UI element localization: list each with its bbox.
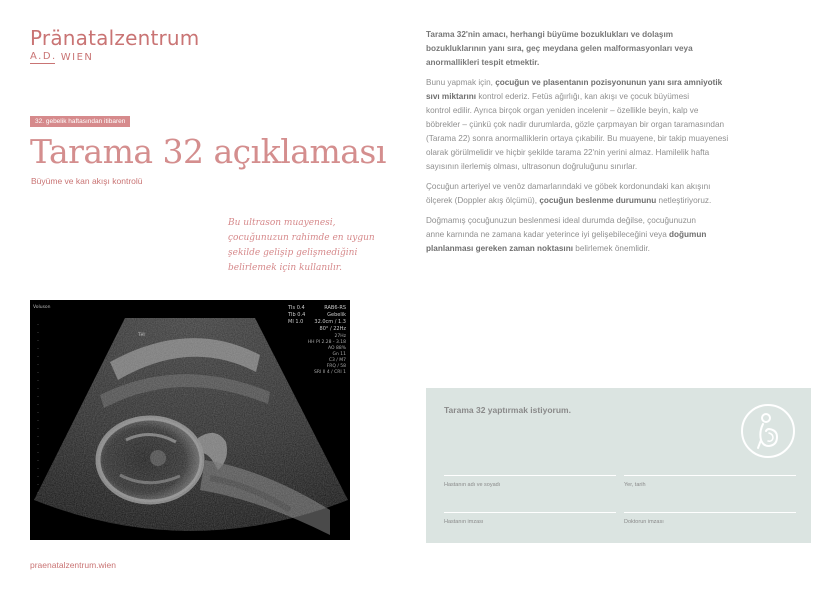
scan-param-right: RAB6-RS bbox=[324, 305, 346, 311]
quote-line: Bu ultrason muayenesi, bbox=[228, 218, 336, 228]
signature-line bbox=[624, 512, 796, 513]
text-line: bozukluklarının yanı sıra, geç meydana gelen malformasyonları veya bbox=[426, 44, 693, 53]
text-emphasis: planlanması gereken zaman noktasını bbox=[426, 244, 573, 253]
text-line: anormallikleri tespit etmektir. bbox=[426, 58, 540, 67]
week-tag-badge: 32. gebelik haftasından itibaren bbox=[30, 116, 130, 127]
pull-quote bbox=[228, 216, 388, 276]
text-line: (Tarama 22) sonra anormalliklerin ortaya çıkabilir. Bu muayene, bir takip muayenesi bbox=[426, 134, 729, 143]
paragraph-method bbox=[426, 76, 801, 174]
page-title: Tarama 32 açıklaması bbox=[30, 132, 386, 171]
text-line bbox=[426, 242, 801, 256]
text-line: kontrol edilir. Ayrıca birçok organ yeniden incelenir – özellikle beyin, kalp ve bbox=[426, 106, 699, 115]
request-form bbox=[426, 388, 811, 543]
scan-param-right: 80° / 22Hz bbox=[319, 326, 346, 332]
text-line: Doğmamış çocuğunuzun beslenmesi ideal durumda değilse, çocuğunuzun bbox=[426, 216, 696, 225]
scan-readout: Gn 11 bbox=[332, 352, 346, 357]
text-line bbox=[426, 228, 801, 242]
text-emphasis: doğumun bbox=[669, 230, 707, 239]
text-line: olarak görülmelidir ve hiçbir şekilde tarama 22'nin yerini almaz. Hamilelik hafta bbox=[426, 148, 710, 157]
pregnant-woman-icon bbox=[739, 402, 797, 460]
scan-param-left: TIs 0.4 bbox=[288, 305, 305, 311]
paragraph-purpose bbox=[426, 28, 801, 70]
brand-ad: A.D. bbox=[30, 51, 57, 62]
text-fragment: kontrol ederiz. Fetüs ağırlığı, kan akışı ve çocuk büyümesi bbox=[476, 92, 690, 101]
scan-readout: SRI II 4 / CRI 1 bbox=[314, 370, 346, 375]
text-fragment: anne karnında ne zamana kadar yeterince iyi gelişebileceğini veya bbox=[426, 230, 670, 239]
text-line: sayısının ilerlemiş olması, ultrasonun doğruluğunu sınırlar. bbox=[426, 162, 638, 171]
scan-marker: THI bbox=[138, 332, 145, 337]
brand-name: Pränatalzentrum bbox=[30, 26, 200, 50]
field-label: Yer, tarih bbox=[624, 482, 646, 488]
place-date-field[interactable] bbox=[624, 475, 796, 488]
body-text bbox=[426, 28, 801, 262]
form-title: Tarama 32 yaptırmak istiyorum. bbox=[444, 405, 571, 415]
page-subtitle: Büyüme ve kan akışı kontrolü bbox=[31, 176, 143, 186]
brand-logo bbox=[30, 27, 199, 63]
text-fragment: netleştiriyoruz. bbox=[656, 196, 712, 205]
paragraph-doppler bbox=[426, 180, 801, 208]
scan-param-right: Gebelik bbox=[327, 312, 346, 318]
ultrasound-scan bbox=[30, 300, 350, 540]
field-label: Doktorun imzası bbox=[624, 519, 664, 525]
scan-param-right: 32.0cm / 1.3 bbox=[314, 319, 346, 325]
scan-readout: AO 88% bbox=[328, 346, 346, 351]
text-line: Tarama 32'nin amacı, herhangi büyüme bozuklukları ve dolaşım bbox=[426, 30, 674, 39]
text-line: böbrekler – çünkü çok nadir durumlarda, gözle çarpmayan bir organ taramasından bbox=[426, 120, 725, 129]
field-label: Hastanın imzası bbox=[444, 519, 484, 525]
paragraph-planning bbox=[426, 214, 801, 256]
signature-line bbox=[444, 512, 616, 513]
website-link[interactable]: praenatalzentrum.wien bbox=[30, 560, 116, 570]
scan-param-left: MI 1.0 bbox=[288, 319, 304, 325]
ultrasound-image bbox=[30, 300, 350, 540]
scan-readout: 27Hz bbox=[334, 334, 346, 339]
patient-signature-field[interactable] bbox=[444, 512, 616, 525]
quote-line: belirlemek için kullanılır. bbox=[228, 263, 342, 273]
text-emphasis: sıvı miktarını bbox=[426, 92, 477, 101]
text-line bbox=[426, 90, 801, 104]
text-fragment: belirlemek önemlidir. bbox=[572, 244, 650, 253]
scan-readout: HH PI 2.28 - 3.18 bbox=[307, 340, 346, 345]
text-fragment: Bunu yapmak için, bbox=[426, 78, 496, 87]
quote-line: çocuğunuzun rahimde en uygun bbox=[228, 233, 375, 243]
field-label: Hastanın adı ve soyadı bbox=[444, 482, 501, 488]
scan-readout: FRQ / 58 bbox=[326, 364, 346, 369]
text-emphasis: çocuğun ve plasentanın pozisyonunun yanı sıra amniyotik bbox=[495, 78, 723, 87]
signature-line bbox=[624, 475, 796, 476]
scan-corner-label: Voluson bbox=[33, 305, 51, 310]
brand-city: WIEN bbox=[60, 52, 94, 63]
brand-subline bbox=[30, 51, 199, 63]
text-line: Çocuğun arteriyel ve venöz damarlarındaki ve göbek kordonundaki kan akışını bbox=[426, 182, 711, 191]
signature-line bbox=[444, 475, 616, 476]
quote-line: şekilde gelişip gelişmediğini bbox=[228, 248, 358, 258]
scan-param-left: TIb 0.4 bbox=[288, 312, 306, 318]
scan-readout: C3 / M7 bbox=[328, 358, 346, 363]
text-line bbox=[426, 76, 801, 90]
text-fragment: ölçerek (Doppler akış ölçümü), bbox=[426, 196, 540, 205]
patient-name-field[interactable] bbox=[444, 475, 616, 488]
text-emphasis: çocuğun beslenme durumunu bbox=[539, 196, 657, 205]
doctor-signature-field[interactable] bbox=[624, 512, 796, 525]
text-line bbox=[426, 194, 801, 208]
